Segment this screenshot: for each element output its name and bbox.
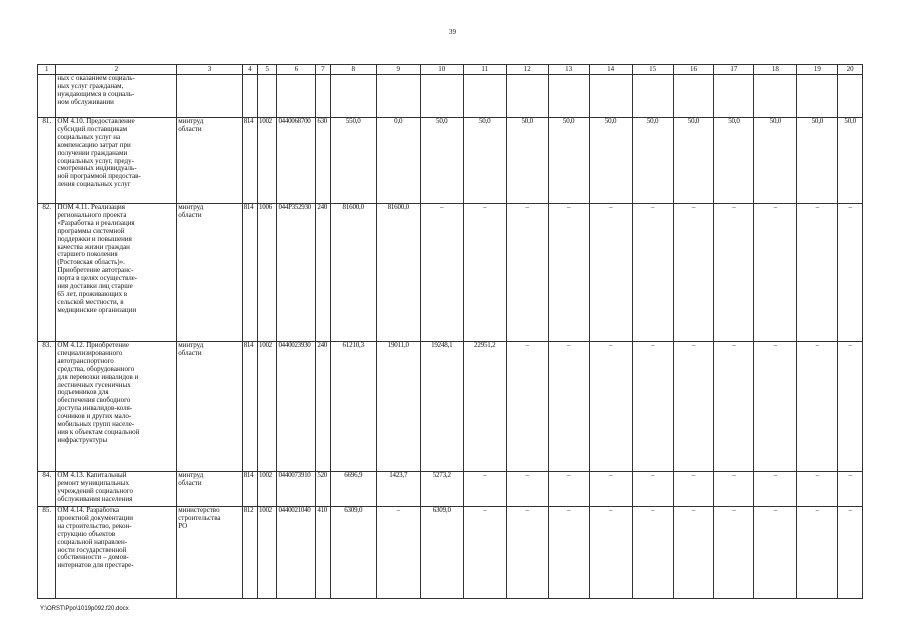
funding-value-cell: – [673,507,714,599]
header-cell: 6 [277,65,316,75]
page-number: 39 [449,28,456,36]
row-number-cell: 83. [38,342,56,472]
rz-pr-code-cell: 1002 [258,118,277,204]
event-name-cell: ОМ 4.10. Предоставление субсидий поставщикам социальных услуг на компенсацию затрат при получении гражданами социальных услуг, преду- смотренных индивидуаль- ной программой предостав- ления социальных услуг [56,118,177,204]
grbs-code-cell: 812 [242,507,257,599]
funding-value-cell: – [673,342,714,472]
executor-cell [177,75,243,118]
funding-value-cell: – [548,204,589,342]
csr-code-cell: 0440068700 [277,118,316,204]
rz-pr-code-cell [258,75,277,118]
event-name-cell: ОМ 4.13. Капитальный ремонт муниципальных учреждений социального обслуживания населения [56,472,177,507]
funding-value-cell: – [506,507,548,599]
funding-value-cell [754,75,797,118]
funding-value-cell [506,75,548,118]
vr-code-cell [316,75,330,118]
funding-value-cell: – [589,342,632,472]
funding-value-cell: 50,0 [838,118,863,204]
funding-value-cell [463,75,506,118]
header-cell: 13 [548,65,589,75]
funding-value-cell: – [754,342,797,472]
funding-value-cell: 50,0 [506,118,548,204]
funding-value-cell: – [714,472,754,507]
funding-value-cell: 50,0 [463,118,506,204]
funding-value-cell: – [754,507,797,599]
vr-code-cell: 520 [316,472,330,507]
grbs-code-cell: 814 [242,342,257,472]
table-row [38,204,863,342]
header-cell: 15 [632,65,673,75]
funding-value-cell [673,75,714,118]
grbs-code-cell: 814 [242,472,257,507]
table-row [38,507,863,599]
funding-value-cell: 50,0 [420,118,463,204]
grbs-code-cell: 814 [242,118,257,204]
csr-code-cell: 0440021040 [277,507,316,599]
funding-value-cell: – [838,342,863,472]
csr-code-cell [277,75,316,118]
table-row [38,75,863,118]
funding-value-cell [797,75,838,118]
funding-value-cell: – [754,204,797,342]
funding-value-cell: – [548,342,589,472]
table-row [38,472,863,507]
funding-value-cell: – [589,204,632,342]
funding-value-cell: – [589,472,632,507]
funding-value-cell [714,75,754,118]
csr-code-cell: 044P352930 [277,204,316,342]
csr-code-cell: 0440073910 [277,472,316,507]
header-cell: 3 [177,65,243,75]
funding-value-cell: 50,0 [797,118,838,204]
funding-value-cell: – [420,204,463,342]
rz-pr-code-cell: 1002 [258,342,277,472]
funding-value-cell: 19011,0 [376,342,420,472]
executor-cell: министерство строительства РО [177,507,243,599]
funding-value-cell: – [463,507,506,599]
funding-value-cell: – [463,204,506,342]
funding-value-cell: 50,0 [589,118,632,204]
budget-table [37,64,863,599]
funding-value-cell: – [506,472,548,507]
funding-value-cell: – [463,472,506,507]
row-number-cell: 81. [38,118,56,204]
executor-cell: минтруд области [177,204,243,342]
header-cell: 20 [838,65,863,75]
funding-value-cell: – [754,472,797,507]
header-cell: 16 [673,65,714,75]
funding-value-cell: 19248,1 [420,342,463,472]
funding-value-cell: – [548,507,589,599]
funding-value-cell: – [797,204,838,342]
table-row [38,118,863,204]
funding-value-cell: 5273,2 [420,472,463,507]
funding-value-cell: – [589,507,632,599]
row-number-cell [38,75,56,118]
funding-value-cell: – [838,204,863,342]
table-body [38,75,863,599]
row-number-cell: 82. [38,204,56,342]
funding-value-cell [330,75,376,118]
row-number-cell: 84. [38,472,56,507]
funding-value-cell: 6309,0 [330,507,376,599]
funding-value-cell: – [673,472,714,507]
event-name-cell: ОМ 4.14. Разработка проектной документации на строительство, рекон- струкцию объектов социальной направлен- ности государственной собственности – домов- интернатов для престаре- [56,507,177,599]
event-name-cell: ПОМ 4.11. Реализация регионального проекта «Разработка и реализация программы системной поддержки и повышения качества жизни граждан старшего поколения (Ростовская область)». Приобретение автотранс- порта в целях осуществле- ния доставки лиц старше 65 лет, проживающих в сельской местности, в медицинские организации [56,204,177,342]
funding-value-cell: – [632,342,673,472]
funding-value-cell: 0,0 [376,118,420,204]
funding-value-cell: – [797,342,838,472]
funding-value-cell: 50,0 [714,118,754,204]
rz-pr-code-cell: 1006 [258,204,277,342]
header-cell: 5 [258,65,277,75]
header-cell: 2 [56,65,177,75]
funding-value-cell: 6696,9 [330,472,376,507]
csr-code-cell: 0440023930 [277,342,316,472]
funding-value-cell: 1423,7 [376,472,420,507]
table-row [38,342,863,472]
vr-code-cell: 410 [316,507,330,599]
funding-value-cell: 22951,2 [463,342,506,472]
executor-cell: минтруд области [177,342,243,472]
rz-pr-code-cell: 1002 [258,472,277,507]
funding-value-cell: – [376,507,420,599]
header-cell: 4 [242,65,257,75]
funding-value-cell: 50,0 [548,118,589,204]
vr-code-cell: 630 [316,118,330,204]
funding-value-cell: 81600,0 [376,204,420,342]
funding-value-cell: – [797,472,838,507]
header-cell: 17 [714,65,754,75]
header-cell: 11 [463,65,506,75]
funding-value-cell [632,75,673,118]
funding-value-cell: – [714,507,754,599]
file-path-footer: Y:\ORST\Ppo\1019p092.f20.docx [40,606,129,612]
event-name-cell: ОМ 4.12. Приобретение специализированного автотранспортного средства, оборудованного для перевозки инвалидов и лестничных гусеничных подъемников для обеспечения свободного доступа инвалидов-коля- сочников и других мало- мобильных групп населе- ния к объектам социальной инфраструктуры [56,342,177,472]
funding-value-cell: 50,0 [632,118,673,204]
funding-value-cell [548,75,589,118]
header-cell: 19 [797,65,838,75]
grbs-code-cell [242,75,257,118]
rz-pr-code-cell: 1002 [258,507,277,599]
funding-value-cell: – [673,204,714,342]
header-cell: 9 [376,65,420,75]
funding-value-cell [589,75,632,118]
funding-value-cell: – [714,342,754,472]
funding-value-cell: – [632,507,673,599]
header-cell: 14 [589,65,632,75]
header-cell: 18 [754,65,797,75]
funding-value-cell: – [838,507,863,599]
header-cell: 7 [316,65,330,75]
funding-value-cell: – [632,472,673,507]
header-cell: 10 [420,65,463,75]
executor-cell: минтруд области [177,472,243,507]
event-name-cell: ных с оказанием социаль- ных услуг гражданам, нуждающимся в социаль- ном обслуживании [56,75,177,118]
grbs-code-cell: 814 [242,204,257,342]
funding-value-cell: – [506,204,548,342]
funding-value-cell: – [838,472,863,507]
funding-value-cell [376,75,420,118]
funding-value-cell: – [714,204,754,342]
vr-code-cell: 240 [316,342,330,472]
funding-value-cell: – [548,472,589,507]
funding-value-cell: 50,0 [754,118,797,204]
row-number-cell: 85. [38,507,56,599]
column-number-header [38,65,863,75]
header-cell: 8 [330,65,376,75]
funding-value-cell [838,75,863,118]
executor-cell: минтруд области [177,118,243,204]
funding-value-cell: 6309,0 [420,507,463,599]
funding-value-cell: – [632,204,673,342]
funding-value-cell: 81600,0 [330,204,376,342]
funding-value-cell: 50,0 [673,118,714,204]
funding-value-cell [420,75,463,118]
header-cell: 12 [506,65,548,75]
funding-value-cell: – [797,507,838,599]
funding-value-cell: 61210,3 [330,342,376,472]
header-cell: 1 [38,65,56,75]
vr-code-cell: 240 [316,204,330,342]
funding-value-cell: 550,0 [330,118,376,204]
funding-value-cell: – [506,342,548,472]
